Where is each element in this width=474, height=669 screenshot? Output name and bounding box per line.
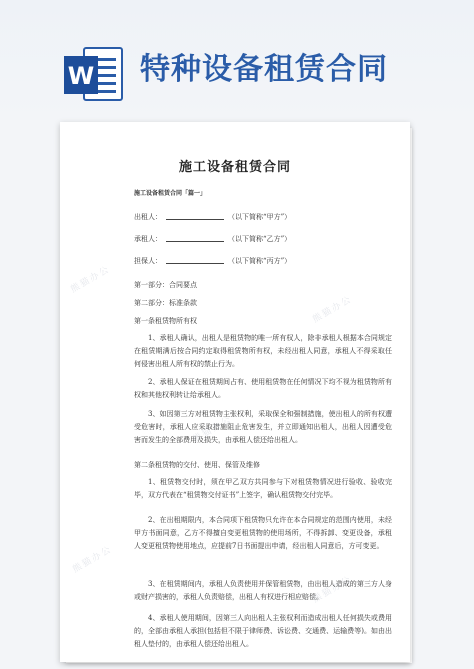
party-label: 承租人： <box>134 235 162 243</box>
document-title: 施工设备租赁合同 <box>178 160 291 175</box>
clause-two-paragraph-1: 1、租赁物交付时，须在甲乙双方共同参与下对租赁物情况进行验收、验收完毕，双方代表在“租赁物交付证书”上签字，确认租赁物交付完毕。 <box>134 478 392 499</box>
clause-one-paragraph-1: 1、承租人确认，出租人是租赁物的唯一所有权人，除非承租人根据本合同规定在租赁期满后按合同约定取得租赁物所有权，未经出租人同意，承租人不得采取任何侵害出租人所有权的禁止行为。 <box>134 334 392 368</box>
clause-one-paragraph-2: 2、承租人保证在租赁期间占有、使用租赁物在任何情况下均不视为租赁物所有权和其他权利转让给承租人。 <box>134 378 392 399</box>
document-subtitle: 施工设备租赁合同「篇一」 <box>134 190 207 197</box>
party-note: （以下简称“丙方”） <box>228 257 292 265</box>
part-one-heading: 第一部分：合同要点 <box>134 281 197 289</box>
party-label: 担保人： <box>134 257 162 265</box>
watermark-text: 熊猫办公 <box>311 574 355 606</box>
word-document-icon <box>62 42 126 106</box>
watermark-text: 熊猫办公 <box>69 264 113 296</box>
party-note: （以下简称“甲方”） <box>228 213 292 221</box>
party-label: 出租人： <box>134 213 162 221</box>
blank-underline <box>166 219 224 220</box>
party-lessor <box>134 212 291 222</box>
clause-one-heading: 第一条租赁物所有权 <box>134 317 197 325</box>
document-page <box>60 122 410 662</box>
clause-two-paragraph-3: 3、在租赁期间内，承租人负责使用并保管租赁物，由出租人造成的第三方人身或财产损害的，承租人负责赔偿，出租人有权进行相应赔偿。 <box>134 580 392 601</box>
banner <box>0 0 474 118</box>
banner-title: 特种设备租赁合同 <box>140 52 388 87</box>
clause-one-paragraph-3: 3、如因第三方对租赁物主张权利，采取保全和强制措施，使出租人的所有权遭受危害时，承租人应采取措施阻止危害发生，并立即通知出租人，出租人因遭受危害而发生的全部费用及损失，由承租人偿还给出租人。 <box>134 410 392 444</box>
party-note: （以下简称“乙方”） <box>228 235 292 243</box>
clause-two-paragraph-2: 2、在出租期限内，本合同项下租赁物只允许在本合同规定的范围内使用，未经甲方书面同意，乙方不得擅自变更租赁物的使用场所，不得拆卸、变更设备，承租人变更租赁物使用地点，应提前7日书面提出申请，经出租人同意后，方可变更。 <box>134 516 392 550</box>
blank-underline <box>166 263 224 264</box>
clause-two-heading: 第二条租赁物的交付、使用、保管及维修 <box>134 461 260 469</box>
clause-two-paragraph-4: 4、承租人使用期间，因第三人向出租人主张权利而造成出租人任何损失或费用的，全部由承租人承担(包括但不限于律师费、诉讼费、交通费、运输费等)。如由出租人垫付的，由承租人偿还给出租人。 <box>134 614 392 648</box>
party-lessee <box>134 234 291 244</box>
watermark-text: 熊猫办公 <box>191 414 235 446</box>
watermark-text: 熊猫办公 <box>71 544 115 576</box>
blank-underline <box>166 241 224 242</box>
party-guarantor <box>134 256 291 266</box>
watermark-text: 熊猫办公 <box>311 294 355 326</box>
part-two-heading: 第二部分：标准条款 <box>134 299 197 307</box>
word-logo-letter: W <box>67 62 95 90</box>
